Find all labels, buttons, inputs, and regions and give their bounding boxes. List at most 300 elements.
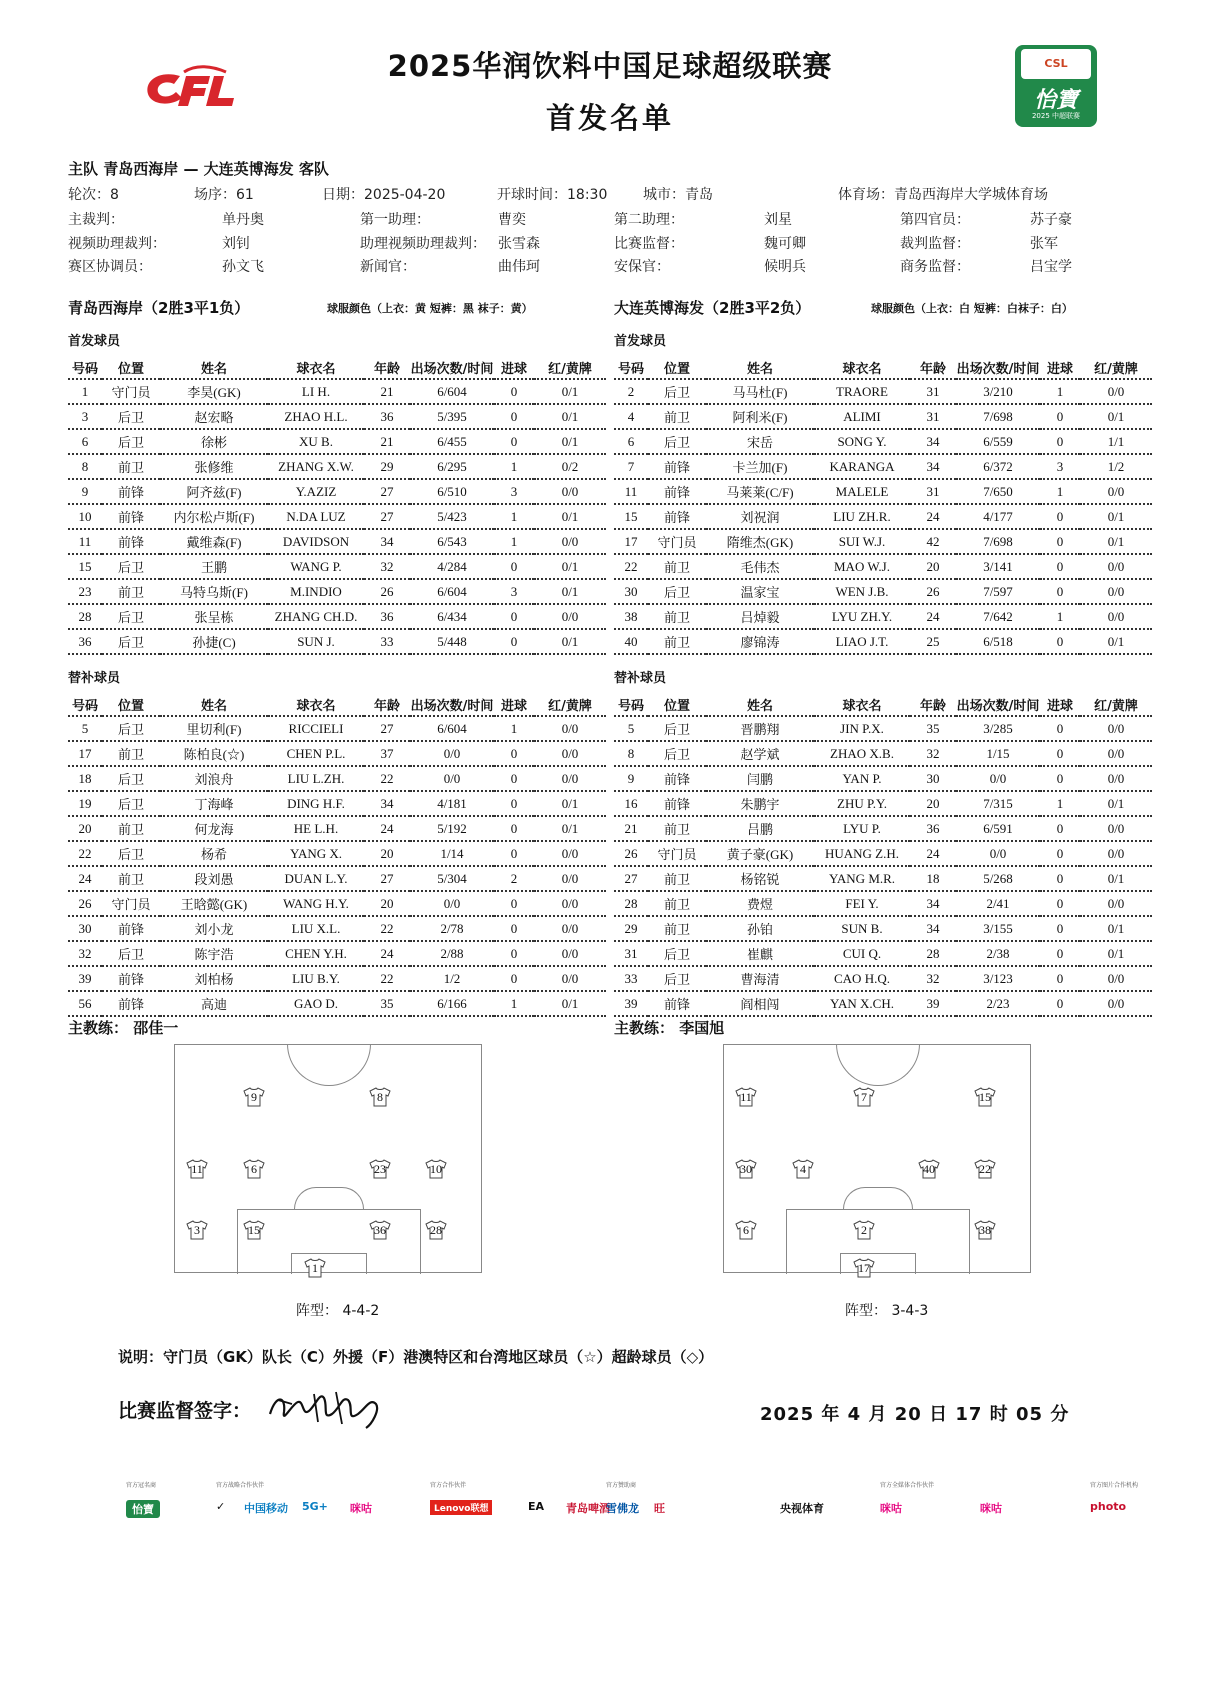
player-shirt-icon [853,1220,875,1240]
player-appearances: 6/591 [956,816,1040,841]
player-appearances: 6/604 [410,716,494,741]
player-name: 马马杜(F) [706,379,814,404]
player-shirt-name: YANG X. [268,841,364,866]
official-name: 刘星 [764,212,792,228]
column-header: 姓名 [160,693,268,716]
player-cards: 0/1 [534,404,606,429]
table-row [614,891,1152,916]
sponsor-group-label: 官方全媒体合作伙伴 [880,1482,935,1489]
player-shirt-icon [243,1087,265,1107]
player-shirt-name: LIU B.Y. [268,966,364,991]
official-name: 曹奕 [498,212,526,228]
player-cards: 0/0 [1080,716,1152,741]
player-number: 15 [614,504,648,529]
player-shirt-name: MALELE [814,479,910,504]
player-shirt-icon [792,1159,814,1179]
player-appearances: 6/559 [956,429,1040,454]
player-goals: 0 [494,841,534,866]
player-shirt-icon [735,1087,757,1107]
player-position: 后卫 [102,791,160,816]
table-row [614,629,1152,654]
player-number: 32 [68,941,102,966]
player-position: 后卫 [102,554,160,579]
official-name: 单丹奥 [222,212,264,228]
player-shirt-name: CHEN P.L. [268,741,364,766]
player-cards: 0/0 [534,716,606,741]
player-shirt-name: LIU X.L. [268,916,364,941]
player-shirt-name: KARANGA [814,454,910,479]
column-header: 姓名 [706,693,814,716]
player-goals: 0 [1040,504,1080,529]
official-name: 曲伟珂 [498,259,540,275]
player-cards: 1/1 [1080,429,1152,454]
official-role: 主裁判： [68,212,124,228]
player-shirt-name: N.DA LUZ [268,504,364,529]
table-row [614,916,1152,941]
column-header: 红/黄牌 [534,693,606,716]
player-age: 24 [364,816,410,841]
player-appearances: 7/597 [956,579,1040,604]
player-position: 后卫 [648,966,706,991]
player-goals: 0 [494,816,534,841]
player-position: 后卫 [102,629,160,654]
player-name: 阎相闯 [706,991,814,1016]
player-appearances: 2/78 [410,916,494,941]
player-appearances: 6/510 [410,479,494,504]
player-age: 36 [364,604,410,629]
player-position: 守门员 [102,891,160,916]
column-header: 出场次数/时间 [410,693,494,716]
csl-logo-top: CSL [1021,49,1091,79]
table-row [68,604,606,629]
player-age: 30 [910,766,956,791]
table-row [614,454,1152,479]
player-number: 4 [614,404,648,429]
player-goals: 1 [494,504,534,529]
player-age: 32 [910,741,956,766]
player-appearances: 6/604 [410,579,494,604]
table-row [614,716,1152,741]
player-shirt-name: YAN P. [814,766,910,791]
table-row [68,429,606,454]
shirt-number: 2 [861,1223,867,1237]
player-cards: 0/1 [534,816,606,841]
table-row [614,429,1152,454]
signature-datetime [760,1400,1069,1426]
player-appearances: 6/166 [410,991,494,1016]
official-name: 苏子豪 [1030,212,1072,228]
player-age: 37 [364,741,410,766]
official-role: 比赛监督： [614,236,684,252]
player-position: 前锋 [648,504,706,529]
shirt-number: 6 [251,1162,257,1176]
column-header: 进球 [494,356,534,379]
official-role: 商务监督： [900,259,970,275]
column-header: 姓名 [160,356,268,379]
official-role: 第四官员： [900,212,970,228]
sponsor-group-label: 官方冠名商 [126,1482,157,1489]
sig-year-unit: 年 [821,1404,841,1425]
sig-minute-unit: 分 [1050,1404,1070,1425]
player-goals: 0 [494,766,534,791]
player-position: 前锋 [648,479,706,504]
player-goals: 0 [494,554,534,579]
shirt-number: 28 [430,1223,442,1237]
player-cards: 0/1 [1080,529,1152,554]
player-cards: 0/1 [1080,404,1152,429]
player-position: 前卫 [102,579,160,604]
player-number: 33 [614,966,648,991]
player-shirt-name: WANG H.Y. [268,891,364,916]
player-name: 马莱莱(C/F) [706,479,814,504]
player-shirt-name: ZHANG X.W. [268,454,364,479]
player-position: 前锋 [102,479,160,504]
table-row [68,916,606,941]
player-age: 35 [910,716,956,741]
column-header: 位置 [648,356,706,379]
home-kit-colors: 球服颜色（上衣：黄 短裤：黑 袜子：黄） [327,302,533,315]
csl-logo [1015,45,1097,127]
player-shirt-name: M.INDIO [268,579,364,604]
column-header: 红/黄牌 [534,356,606,379]
player-cards: 1/2 [1080,454,1152,479]
player-position: 前锋 [102,991,160,1016]
column-header: 进球 [1040,356,1080,379]
player-number: 26 [68,891,102,916]
info-city: 城市：青岛 [643,187,713,203]
player-shirt-icon [918,1159,940,1179]
home-formation: 阵型： 4-4-2 [296,1303,380,1319]
player-number: 8 [68,454,102,479]
table-row [614,816,1152,841]
column-header: 出场次数/时间 [410,356,494,379]
column-header: 姓名 [706,356,814,379]
table-row [614,841,1152,866]
home-subs-label: 替补球员 [68,671,121,686]
player-goals: 0 [494,604,534,629]
player-appearances: 2/41 [956,891,1040,916]
player-number: 7 [614,454,648,479]
player-number: 20 [68,816,102,841]
player-age: 20 [364,841,410,866]
player-shirt-icon [369,1159,391,1179]
player-appearances: 3/123 [956,966,1040,991]
player-goals: 1 [494,991,534,1016]
player-shirt-name: ZHANG CH.D. [268,604,364,629]
player-name: 赵宏略 [160,404,268,429]
table-row [614,941,1152,966]
player-number: 3 [68,404,102,429]
column-header: 进球 [494,693,534,716]
player-appearances: 3/210 [956,379,1040,404]
table-row [68,891,606,916]
csl-logo-bottom: 2025 中超联赛 [1031,112,1081,120]
player-cards: 0/0 [534,479,606,504]
player-shirt-icon [369,1087,391,1107]
player-goals: 1 [1040,604,1080,629]
player-age: 22 [364,916,410,941]
player-shirt-icon [974,1159,996,1179]
player-appearances: 0/0 [956,841,1040,866]
player-age: 36 [364,404,410,429]
player-name: 王鹏 [160,554,268,579]
player-age: 42 [910,529,956,554]
column-header: 球衣名 [268,693,364,716]
player-appearances: 6/604 [410,379,494,404]
player-name: 张呈栋 [160,604,268,629]
official-name: 张雪森 [498,236,540,252]
table-row [68,479,606,504]
player-appearances: 5/448 [410,629,494,654]
player-shirt-icon [974,1087,996,1107]
player-goals: 0 [1040,529,1080,554]
player-number: 18 [68,766,102,791]
csl-logo-main: 怡寶 [1033,88,1078,113]
player-shirt-icon [853,1258,875,1278]
player-number: 6 [68,429,102,454]
away-subs-label: 替补球员 [614,671,667,686]
player-age: 29 [364,454,410,479]
player-cards: 0/1 [534,579,606,604]
player-number: 30 [68,916,102,941]
sig-hour: 17 [955,1404,983,1425]
column-header: 位置 [102,356,160,379]
sponsor-group-label: 官方战略合作伙伴 [216,1482,265,1489]
player-name: 刘祝润 [706,504,814,529]
official-role: 赛区协调员： [68,259,152,275]
player-goals: 0 [494,966,534,991]
player-goals: 1 [1040,791,1080,816]
player-number: 27 [614,866,648,891]
player-name: 阿齐兹(F) [160,479,268,504]
player-goals: 2 [494,866,534,891]
player-goals: 0 [1040,816,1080,841]
player-age: 35 [364,991,410,1016]
player-shirt-name: FEI Y. [814,891,910,916]
player-cards: 0/0 [1080,741,1152,766]
table-row [614,504,1152,529]
table-row [68,741,606,766]
player-goals: 0 [494,629,534,654]
player-cards: 0/1 [1080,791,1152,816]
info-stadium: 体育场：青岛西海岸大学城体育场 [838,187,1048,203]
info-date: 日期：2025-04-20 [322,187,446,203]
player-shirt-icon [243,1159,265,1179]
player-shirt-name: RICCIELI [268,716,364,741]
player-name: 丁海峰 [160,791,268,816]
player-cards: 0/0 [1080,841,1152,866]
home-starters-table [68,356,606,655]
shirt-number: 15 [979,1090,991,1104]
player-shirt-name: HUANG Z.H. [814,841,910,866]
player-appearances: 7/642 [956,604,1040,629]
player-goals: 0 [1040,841,1080,866]
table-row [68,629,606,654]
table-row [614,791,1152,816]
official-name: 张军 [1030,236,1058,252]
player-position: 前卫 [648,629,706,654]
player-shirt-icon [186,1159,208,1179]
player-age: 20 [364,891,410,916]
player-number: 21 [614,816,648,841]
player-number: 39 [68,966,102,991]
official-name: 孙文飞 [222,259,264,275]
player-name: 孙捷(C) [160,629,268,654]
column-header: 年龄 [910,693,956,716]
player-name: 内尔松卢斯(F) [160,504,268,529]
player-cards: 0/1 [1080,916,1152,941]
player-shirt-icon [425,1220,447,1240]
player-position: 前卫 [648,604,706,629]
player-appearances: 4/284 [410,554,494,579]
table-row [68,554,606,579]
player-cards: 0/0 [534,966,606,991]
table-row [614,741,1152,766]
player-appearances: 6/434 [410,604,494,629]
player-position: 后卫 [102,404,160,429]
away-formation: 阵型： 3-4-3 [845,1303,929,1319]
away-starters-label: 首发球员 [614,334,667,349]
official-role: 视频助理裁判： [68,236,166,252]
player-goals: 0 [494,429,534,454]
player-shirt-icon [735,1159,757,1179]
player-name: 闫鹏 [706,766,814,791]
player-age: 21 [364,379,410,404]
page-title: 2025华润饮料中国足球超级联赛 [387,49,833,83]
player-shirt-name: SUI W.J. [814,529,910,554]
player-number: 5 [68,716,102,741]
player-name: 吕焯毅 [706,604,814,629]
player-age: 21 [364,429,410,454]
player-position: 后卫 [102,429,160,454]
legend-note: 说明：守门员（GK）队长（C）外援（F）港澳特区和台湾地区球员（☆）超龄球员（◇） [118,1348,714,1366]
player-name: 廖锦涛 [706,629,814,654]
player-appearances: 7/698 [956,529,1040,554]
column-header: 出场次数/时间 [956,356,1040,379]
player-position: 前锋 [648,991,706,1016]
player-goals: 3 [494,479,534,504]
player-name: 黄子豪(GK) [706,841,814,866]
player-position: 前卫 [102,866,160,891]
home-subs-table [68,693,606,1017]
shirt-number: 17 [858,1261,870,1275]
player-appearances: 7/698 [956,404,1040,429]
away-team-name: 大连英博海发（2胜3平2负） [614,299,811,317]
player-name: 戴维森(F) [160,529,268,554]
shirt-number: 4 [800,1162,806,1176]
player-name: 刘浪舟 [160,766,268,791]
player-name: 马特乌斯(F) [160,579,268,604]
player-appearances: 5/268 [956,866,1040,891]
player-cards: 0/1 [1080,866,1152,891]
player-name: 曹海清 [706,966,814,991]
table-row [68,841,606,866]
player-name: 陈宇浩 [160,941,268,966]
player-shirt-icon [853,1087,875,1107]
sponsor-logo: 咪咕 [350,1502,372,1515]
player-name: 赵学斌 [706,741,814,766]
info-match-no: 场序：61 [194,187,254,203]
player-number: 29 [614,916,648,941]
player-cards: 0/1 [534,554,606,579]
player-age: 32 [364,554,410,579]
player-appearances: 0/0 [410,891,494,916]
player-name: 张修维 [160,454,268,479]
player-position: 前卫 [648,891,706,916]
player-name: 晋鹏翔 [706,716,814,741]
player-position: 前锋 [648,766,706,791]
player-goals: 0 [1040,554,1080,579]
player-number: 22 [614,554,648,579]
player-age: 22 [364,766,410,791]
signature-label: 比赛监督签字： [118,1400,252,1422]
player-number: 30 [614,579,648,604]
shirt-number: 6 [743,1223,749,1237]
player-goals: 0 [494,379,534,404]
table-row [68,966,606,991]
player-cards: 0/0 [534,841,606,866]
away-starters-table [614,356,1152,655]
table-row [68,991,606,1016]
table-row [614,554,1152,579]
shirt-number: 7 [861,1090,867,1104]
player-number: 38 [614,604,648,629]
shirt-number: 9 [251,1090,257,1104]
column-header: 球衣名 [814,693,910,716]
player-shirt-name: LIAO J.T. [814,629,910,654]
player-age: 24 [910,841,956,866]
sponsor-logo: 青岛啤酒 [566,1502,610,1515]
player-cards: 0/0 [1080,579,1152,604]
sponsor-logo: 咪咕 [980,1502,1002,1515]
player-position: 前锋 [102,966,160,991]
shirt-number: 38 [979,1223,991,1237]
shirt-number: 10 [430,1162,442,1176]
player-position: 前锋 [648,454,706,479]
player-cards: 0/0 [534,866,606,891]
info-round: 轮次：8 [68,187,119,203]
player-cards: 0/1 [534,629,606,654]
column-header: 位置 [102,693,160,716]
player-name: 崔麒 [706,941,814,966]
player-cards: 0/0 [1080,991,1152,1016]
player-position: 前卫 [648,916,706,941]
player-shirt-name: SONG Y. [814,429,910,454]
sponsor-logo: 5G+ [302,1500,328,1513]
column-header: 号码 [68,693,102,716]
info-kickoff: 开球时间：18:30 [497,187,608,203]
sponsor-logo: 旺 [654,1502,665,1515]
table-row [68,579,606,604]
player-name: 徐彬 [160,429,268,454]
player-number: 24 [68,866,102,891]
official-role: 第二助理： [614,212,684,228]
player-goals: 3 [494,579,534,604]
player-name: 里切利(F) [160,716,268,741]
player-name: 杨铭锐 [706,866,814,891]
table-row [68,529,606,554]
player-age: 34 [364,791,410,816]
player-age: 34 [910,429,956,454]
player-number: 16 [614,791,648,816]
player-shirt-name: LYU ZH.Y. [814,604,910,629]
player-shirt-icon [243,1220,265,1240]
table-row [614,379,1152,404]
home-formation-pitch [174,1044,482,1273]
player-shirt-icon [186,1220,208,1240]
player-position: 后卫 [102,716,160,741]
player-name: 朱鹏宇 [706,791,814,816]
